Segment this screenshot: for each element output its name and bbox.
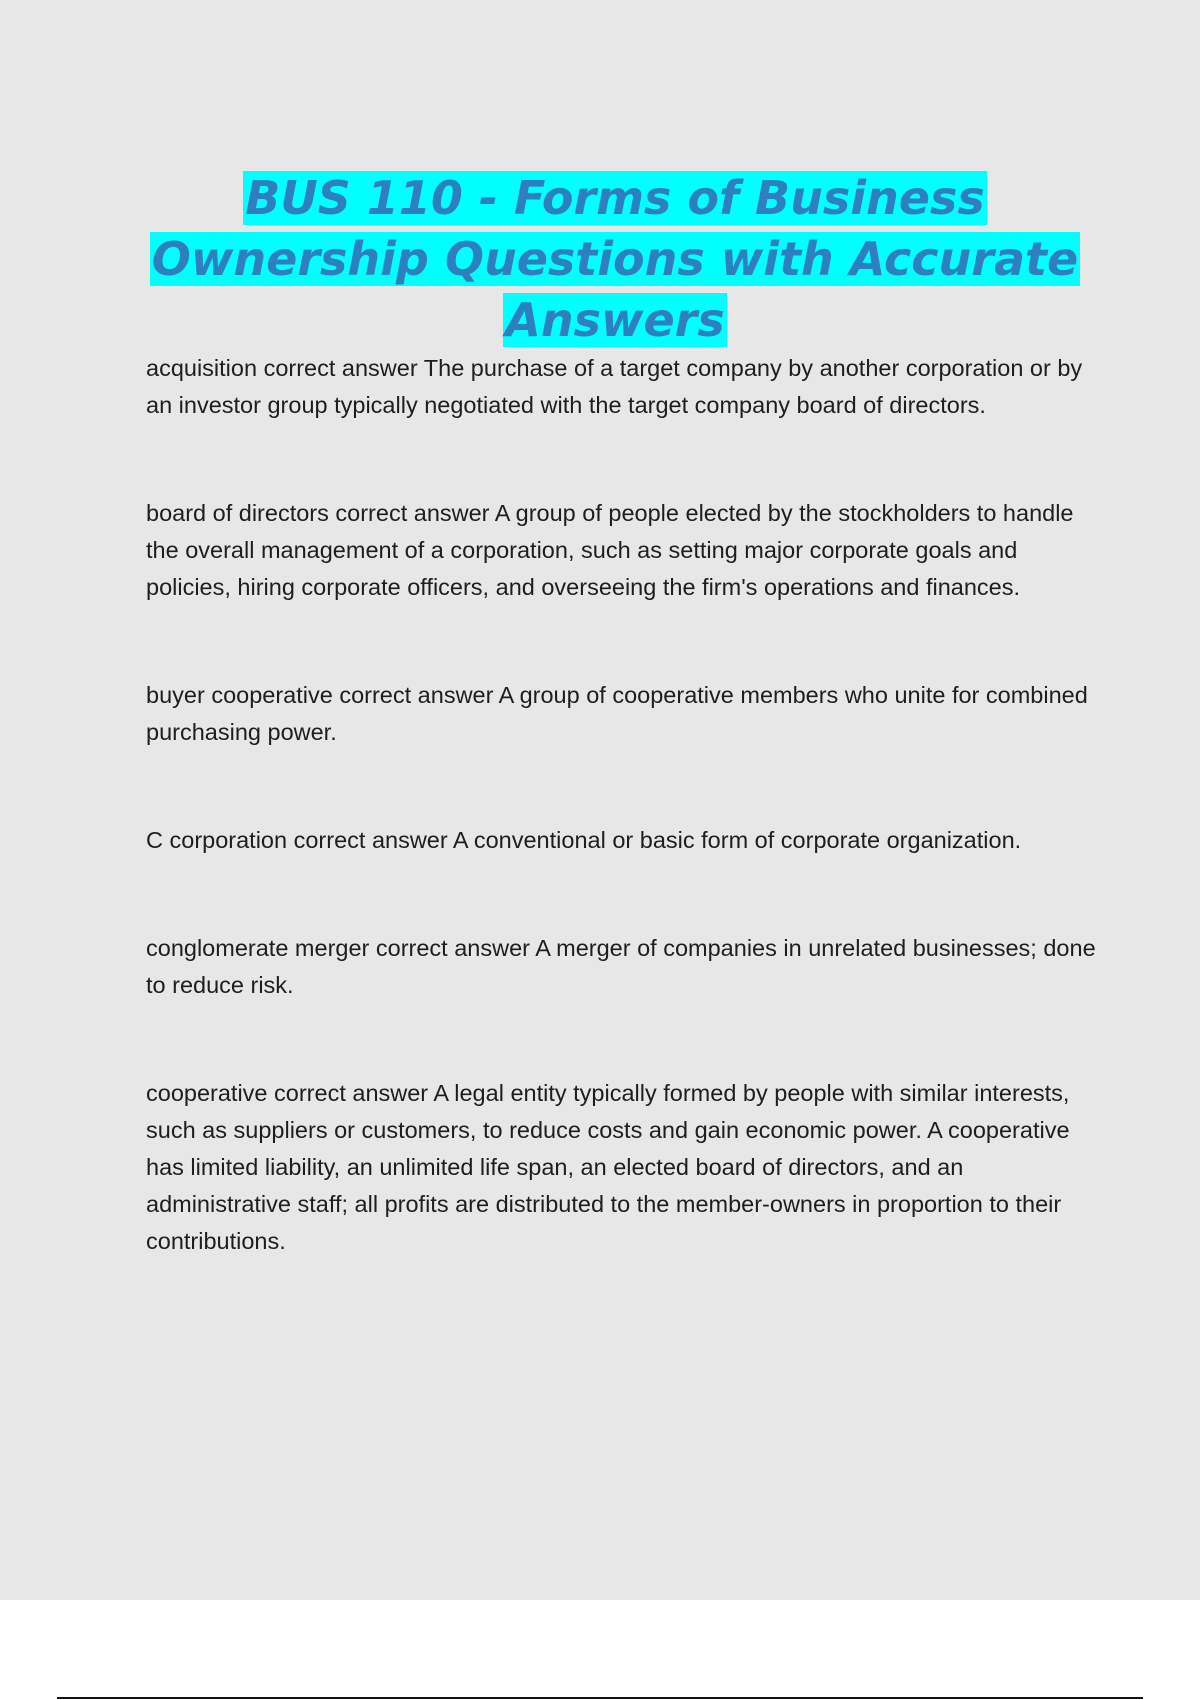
document-title-text: BUS 110 - Forms of Business Ownership Questions with Accurate Answers — [151, 171, 1079, 347]
entry-cooperative: cooperative correct answer A legal entity typically formed by people with similar interests, such as suppliers or customers, to reduce costs and gain economic power. A cooperative has limited liability, an unlimited life span, an elected board of directors, and an administrative staff; all profits are distributed to the member-owners in proportion to their contributions. — [146, 1080, 1070, 1254]
entry-conglomerate-merger: conglomerate merger correct answer A merger of companies in unrelated businesses; done to reduce risk. — [146, 935, 1096, 998]
footer-divider — [57, 1697, 1143, 1699]
entry-acquisition: acquisition correct answer The purchase of a target company by another corporation or by an investor group typically negotiated with the target company board of directors. — [146, 355, 1083, 418]
entry-list — [146, 350, 1096, 1260]
entry-board-of-directors: board of directors correct answer A group of people elected by the stockholders to handle the overall management of a corporation, such as setting major corporate goals and policies, hiring corporate officers, and overseeing the firm's operations and finances. — [146, 500, 1074, 600]
entry-buyer-cooperative: buyer cooperative correct answer A group of cooperative members who unite for combined purchasing power. — [146, 682, 1088, 745]
document-title — [140, 168, 1090, 351]
entry-c-corporation: C corporation correct answer A conventional or basic form of corporate organization. — [146, 827, 1022, 853]
